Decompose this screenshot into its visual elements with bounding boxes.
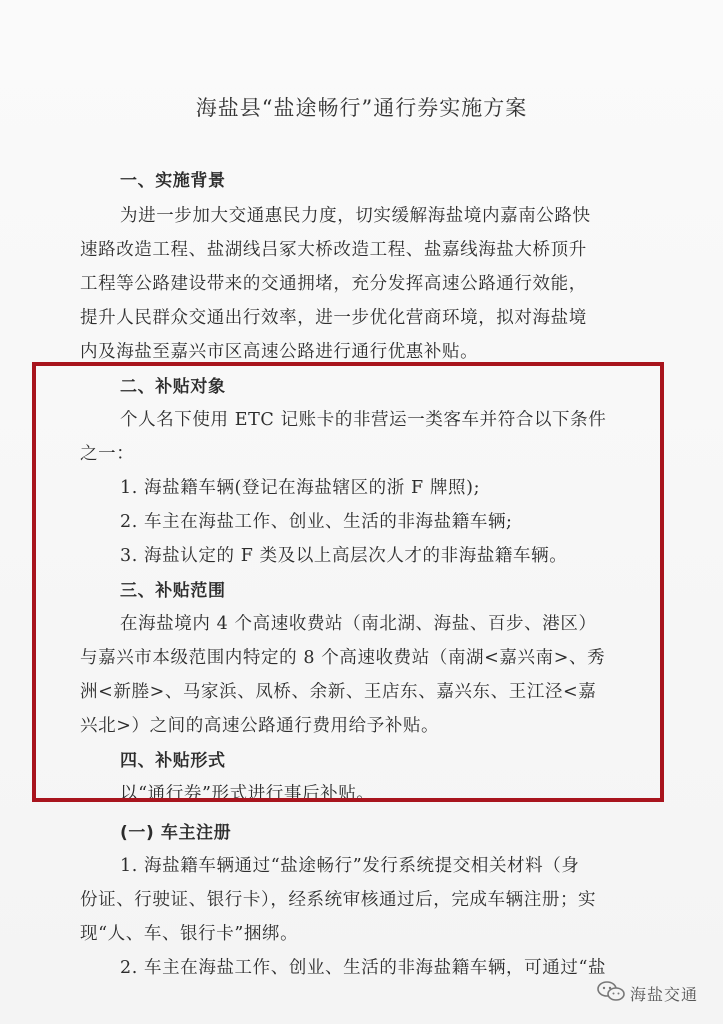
heading-subsidy-target: 二、补贴对象 [120, 377, 226, 397]
heading-background: 一、实施背景 [120, 171, 226, 191]
watermark-account-name: 海盐交通 [630, 985, 699, 1004]
paragraph-line: 以“通行券”形式进行事后补贴。 [120, 784, 375, 804]
paragraph-line: 份证、行驶证、银行卡），经系统审核通过后，完成车辆注册；实 [80, 890, 597, 910]
list-item: 2. 车主在海盐工作、创业、生活的非海盐籍车辆; [120, 512, 513, 532]
paragraph-line: 个人名下使用 ETC 记账卡的非营运一类客车并符合以下条件 [120, 410, 607, 430]
paragraph-line: 内及海盐至嘉兴市区高速公路进行通行优惠补贴。 [80, 342, 479, 362]
heading-subsidy-form: 四、补贴形式 [120, 751, 226, 771]
paragraph-line: 与嘉兴市本级范围内特定的 8 个高速收费站（南湖<嘉兴南>、秀 [80, 648, 606, 668]
document-title: 海盐县“盐途畅行”通行券实施方案 [195, 96, 528, 120]
heading-subsidy-scope: 三、补贴范围 [120, 581, 226, 601]
subheading-owner-registration: (一) 车主注册 [120, 823, 232, 843]
paragraph-line: 洲<新塍>、马家浜、凤桥、余新、王店东、嘉兴东、王江泾<嘉 [80, 682, 597, 702]
paragraph-line: 兴北>）之间的高速公路通行费用给予补贴。 [80, 716, 440, 736]
paragraph-line: 工程等公路建设带来的交通拥堵，充分发挥高速公路通行效能， [80, 274, 587, 294]
paragraph-line: 提升人民群众交通出行效率，进一步优化营商环境，拟对海盐境 [80, 308, 587, 328]
paragraph-line: 为进一步加大交通惠民力度，切实缓解海盐境内嘉南公路快 [120, 206, 591, 226]
paragraph-line: 在海盐境内 4 个高速收费站（南北湖、海盐、百步、港区） [120, 614, 597, 634]
paragraph-line: 1. 海盐籍车辆通过“盐途畅行”发行系统提交相关材料（身 [120, 856, 580, 876]
paragraph-line: 现“人、车、银行卡”捆绑。 [80, 924, 299, 944]
list-item: 3. 海盐认定的 F 类及以上高层次人才的非海盐籍车辆。 [120, 546, 568, 566]
paragraph-line: 之一： [80, 444, 135, 464]
wechat-icon [596, 980, 626, 1002]
paragraph-line: 速路改造工程、盐湖线吕冢大桥改造工程、盐嘉线海盐大桥顶升 [80, 240, 587, 260]
list-item: 1. 海盐籍车辆(登记在海盐辖区的浙 F 牌照); [120, 478, 481, 498]
paragraph-line: 2. 车主在海盐工作、创业、生活的非海盐籍车辆，可通过“盐 [120, 958, 607, 978]
